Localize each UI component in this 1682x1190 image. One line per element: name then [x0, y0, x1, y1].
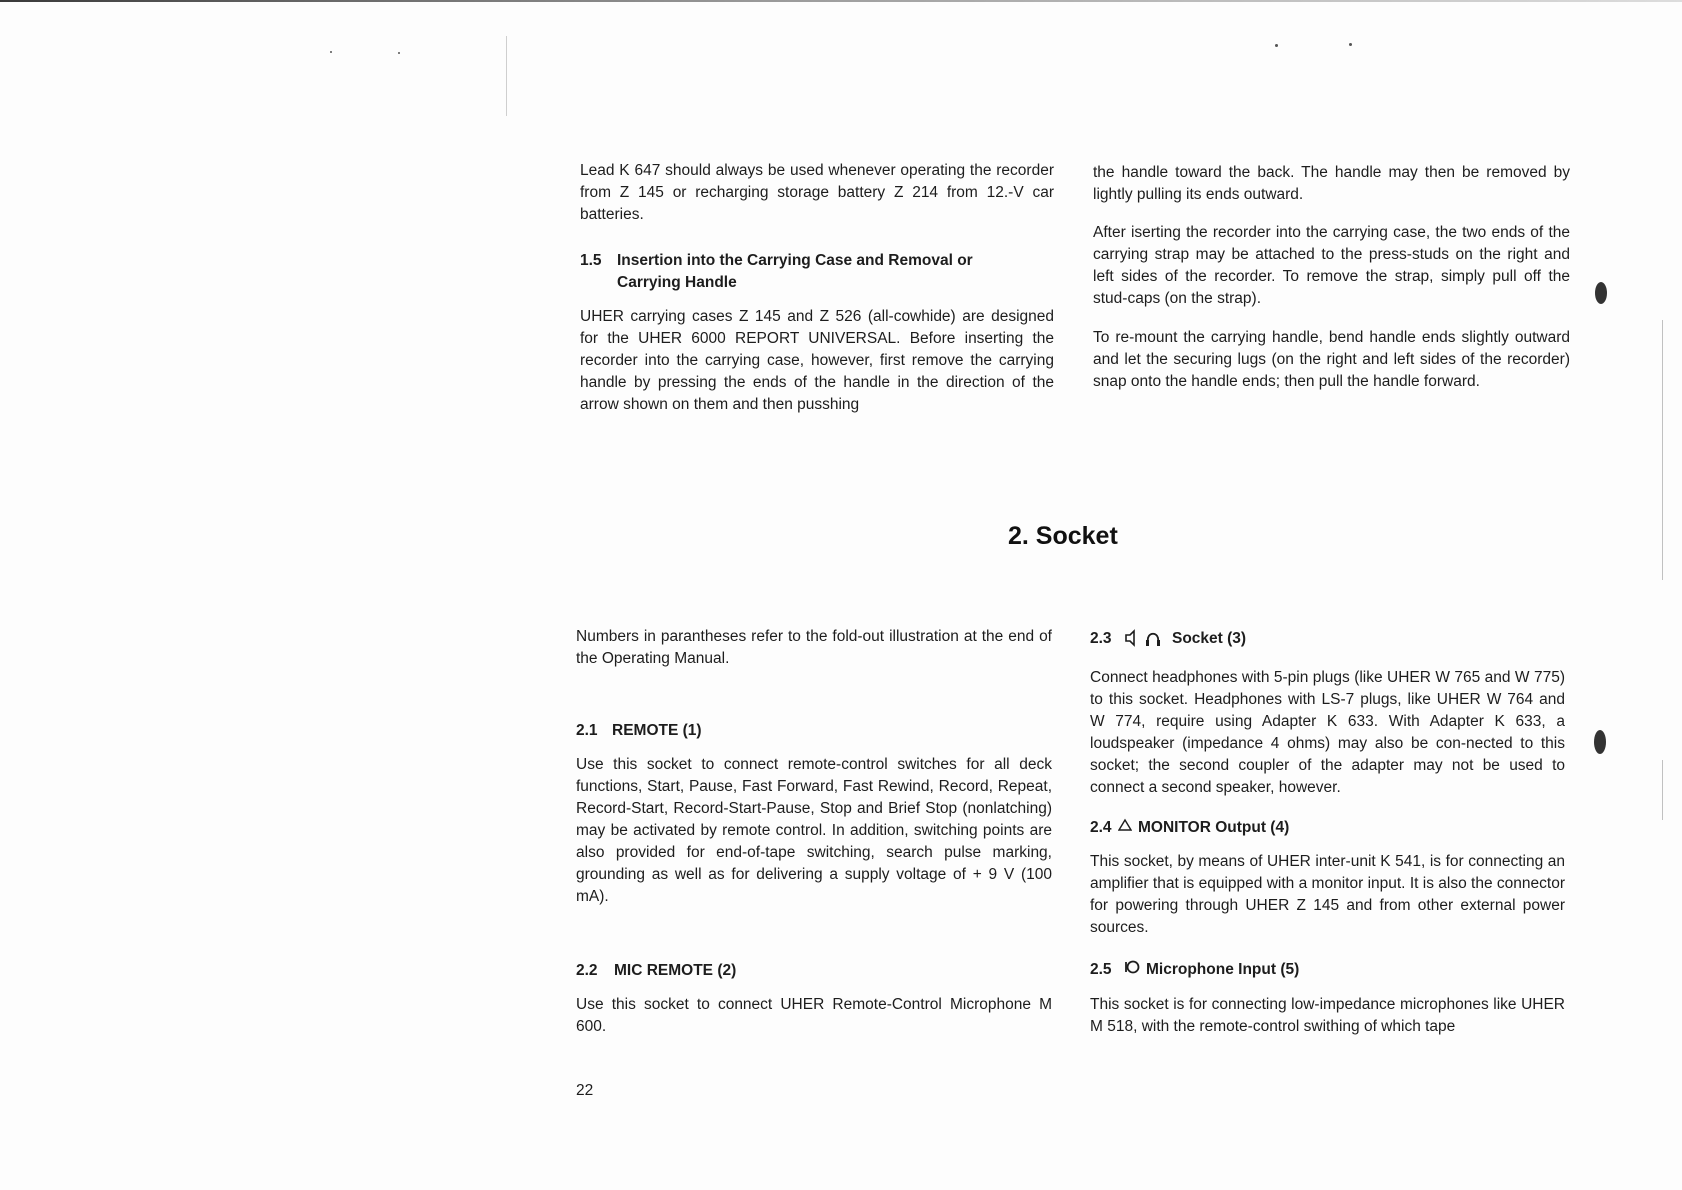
scan-speck — [1275, 44, 1278, 47]
bottom-right-column — [1090, 628, 1565, 1038]
section-title: MONITOR Output (4) — [1138, 819, 1290, 836]
section-title: Socket (3) — [1172, 630, 1247, 647]
section-number: 2.1 — [576, 722, 598, 739]
punch-hole-mark — [1595, 282, 1607, 304]
binding-shadow — [1662, 760, 1663, 820]
headphone-socket-paragraph: Connect headphones with 5-pin plugs (like UHER W 765 and W 775) to this socket. Headphones with LS-7 plugs, like UHER W 764 and W 774, require using Adapter K 633. With Adapter K 633, a loudspeaker (impedance 4 ohms) may also be con-nected to this socket; the second coupler of the adapter may not be used to connect a second speaker, however. — [1090, 669, 1565, 796]
intro-paragraph: Numbers in parantheses refer to the fold-out illustration at the end of the Operating Manual. — [576, 628, 1052, 667]
section-2-3-heading — [1090, 628, 1565, 655]
binding-shadow — [1662, 320, 1663, 580]
bottom-left-column — [576, 626, 1052, 1038]
carrying-case-paragraph: UHER carrying cases Z 145 and Z 526 (all-cowhide) are designed for the UHER 6000 REPORT UNIVERSAL. Before inserting the recorder into the carrying case, however, first remove the carrying handle by pressing the ends of the handle in the direction of the arrow shown on them and then pusshing — [580, 308, 1054, 413]
section-title: MIC REMOTE (2) — [614, 962, 737, 979]
mic-remote-paragraph: Use this socket to connect UHER Remote-Control Microphone M 600. — [576, 996, 1052, 1035]
scan-speck — [1349, 43, 1352, 46]
section-1-5-heading — [580, 250, 1054, 294]
lead-k647-paragraph: Lead K 647 should always be used whenever operating the recorder from Z 145 or recharging storage battery Z 214 from 12.-V car batteries. — [580, 162, 1054, 223]
section-2-4-heading — [1090, 817, 1565, 839]
section-title: Insertion into the Carrying Case and Removal or Carrying Handle — [617, 252, 973, 291]
section-2-title: 2. Socket — [1008, 522, 1118, 550]
monitor-output-paragraph: This socket, by means of UHER inter-unit K 541, is for connecting an amplifier that is equipped with a monitor input. It is also the connector for powering through UHER Z 145 and from other external power sources. — [1090, 853, 1565, 936]
section-number: 2.2 — [576, 962, 598, 979]
remote-socket-paragraph: Use this socket to connect remote-control switches for all deck functions, Start, Pause, Fast Forward, Fast Rewind, Record, Repeat, Record-Start, Record-Start-Pause, Stop and Brief Stop (nonlatching) may be activated by remote control. In addition, switching points are also provided for end-of-tape switching, search pulse marking, grounding as well as for delivering a supply voltage of + 9 V (100 mA). — [576, 756, 1052, 905]
section-2-2-heading — [576, 960, 1052, 982]
speaker-headphone-icon — [1124, 628, 1164, 655]
triangle-icon — [1118, 817, 1132, 839]
remount-handle-paragraph: To re-mount the carrying handle, bend handle ends slightly outward and let the securing lugs (on the right and left sides of the recorder) snap onto the handle ends; then pull the handle forward. — [1093, 329, 1570, 390]
section-title: Microphone Input (5) — [1146, 961, 1300, 978]
section-number: 1.5 — [580, 252, 602, 269]
section-number: 2.3 — [1090, 630, 1112, 647]
section-number: 2.5 — [1090, 961, 1112, 978]
scan-speck — [330, 51, 332, 53]
microphone-icon — [1124, 959, 1140, 982]
scan-speck — [398, 52, 400, 54]
top-left-column — [580, 160, 1054, 416]
top-right-column — [1093, 162, 1570, 393]
punch-hole-mark — [1594, 730, 1606, 754]
scan-top-edge — [0, 0, 1682, 2]
section-title: REMOTE (1) — [612, 722, 702, 739]
section-2-5-heading — [1090, 959, 1565, 982]
binding-shadow — [506, 36, 507, 116]
microphone-input-paragraph: This socket is for connecting low-impedance microphones like UHER M 518, with the remote-control swithing of which tape — [1090, 996, 1565, 1035]
carrying-strap-paragraph: After iserting the recorder into the carrying case, the two ends of the carrying strap may be attached to the press-studs on the right and left sides of the recorder. To remove the strap, simply pull off the stud-caps (on the strap). — [1093, 224, 1570, 307]
section-number: 2.4 — [1090, 819, 1112, 836]
handle-removal-paragraph: the handle toward the back. The handle may then be removed by lightly pulling its ends outward. — [1093, 164, 1570, 203]
section-2-1-heading — [576, 720, 1052, 742]
page-number: 22 — [576, 1082, 594, 1099]
